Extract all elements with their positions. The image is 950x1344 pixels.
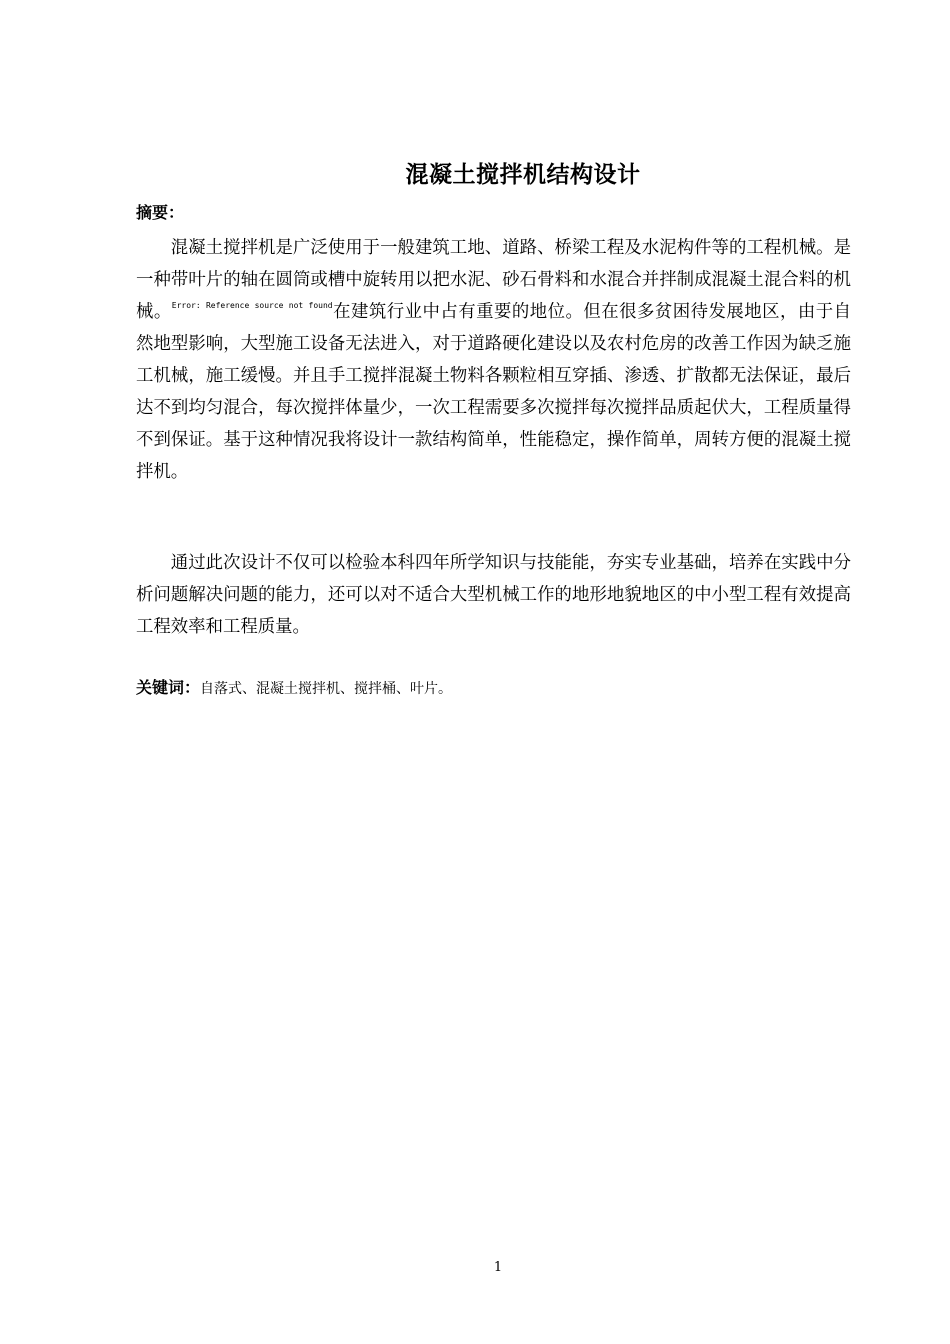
keywords-line [136,674,452,703]
abstract-paragraph-1-part1: 混凝土搅拌机是广泛使用于一般建筑工地、道路、桥梁工程及水泥构件等的工程机械。是一种带叶片的轴在圆筒或槽中旋转用以把水泥、砂石骨料和水混合并拌制成混凝土混合料的机械。 [136,238,851,322]
abstract-paragraph-2: 通过此次设计不仅可以检验本科四年所学知识与技能能，夯实专业基础，培养在实践中分析问题解决问题的能力，还可以对不适合大型机械工作的地形地貌地区的中小型工程有效提高工程效率和工程质量。 [136,553,851,637]
keywords-text: 自落式、混凝土搅拌机、搅拌桶、叶片。 [200,681,453,697]
document-title: 混凝土搅拌机结构设计 [405,162,641,188]
keywords-label: 关键词： [136,678,201,697]
reference-error-note: Error: Reference source not found [171,301,333,310]
page-number: 1 [493,1260,503,1275]
abstract-paragraph-1-part2: 在建筑行业中占有重要的地位。但在很多贫困待发展地区，由于自然地型影响，大型施工设备无法进入，对于道路硬化建设以及农村危房的改善工作因为缺乏施工机械，施工缓慢。并且手工搅拌混凝土物料各颗粒相互穿插、渗透、扩散都无法保证，最后达不到均匀混合，每次搅拌体量少，一次工程需要多次搅拌每次搅拌品质起伏大，工程质量得不到保证。基于这种情况我将设计一款结构简单，性能稳定，操作简单，周转方便的混凝土搅拌机。 [136,302,851,482]
abstract-paragraph-1 [136,232,851,488]
abstract-label: 摘要： [136,203,185,222]
